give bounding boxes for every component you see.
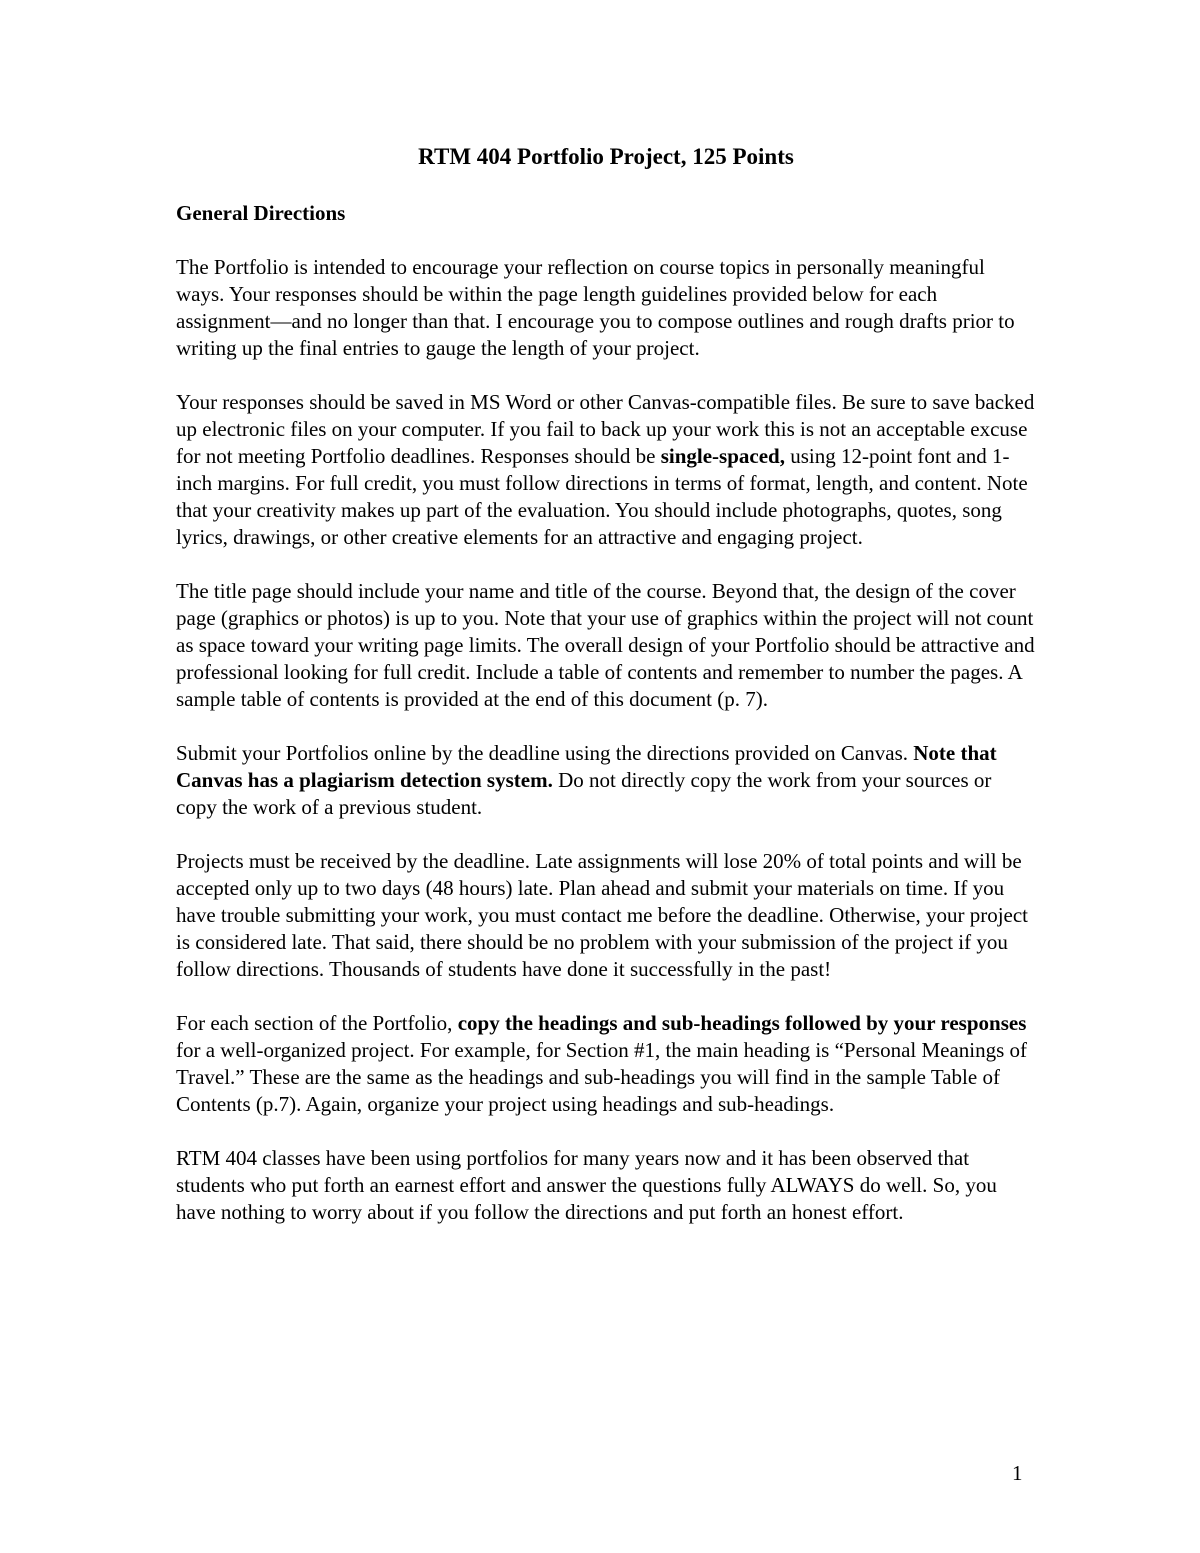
paragraph-file-format-text-c: using 12-point font and 1-inch margins. For full credit, you must follow directions in terms of format, length, and content. Note that your creativity makes up part of the evaluation. You should include photographs, quotes, song lyrics, drawings, or other creative elements for an attractive and engaging project. — [176, 444, 1028, 549]
paragraph-headings-text-c: for a well-organized project. For example, for Section #1, the main heading is “Personal Meanings of Travel.” These are the same as the headings and sub-headings you will find in the sample Table of Contents (p.7). Again, organize your project using headings and sub-headings. — [176, 1038, 1028, 1116]
paragraph-submission-text-c: Do not directly copy the work from your sources or copy the work of a previous student. — [176, 768, 992, 819]
paragraph-intro: The Portfolio is intended to encourage your reflection on course topics in personally meaningful ways. Your responses should be within the page length guidelines provided below for each assignment—and no longer than that. I encourage you to compose outlines and rough drafts prior to writing up the final entries to gauge the length of your project. — [176, 255, 1015, 360]
paragraph-title-page: The title page should include your name and title of the course. Beyond that, the design of the cover page (graphics or photos) is up to you. Note that your use of graphics within the project will not count as space toward your writing page limits. The overall design of your Portfolio should be attractive and professional looking for full credit. Include a table of contents and remember to number the pages. A sample table of contents is provided at the end of this document (p. 7). — [176, 579, 1035, 711]
paragraph-submission-bold: Note that Canvas has a plagiarism detection system. — [176, 741, 997, 792]
paragraph-submission — [176, 740, 1036, 821]
paragraph-submission-text-a: Submit your Portfolios online by the deadline using the directions provided on Canvas. — [176, 741, 914, 765]
document-title: RTM 404 Portfolio Project, 125 Points — [418, 144, 794, 169]
paragraph-file-format-text-a: Your responses should be saved in MS Word or other Canvas-compatible files. Be sure to save backed up electronic files on your computer. If you fail to back up your work this is not an acceptable excuse for not meeting Portfolio deadlines. Responses should be — [176, 390, 1035, 468]
paragraph-file-format-bold: single-spaced, — [660, 444, 785, 468]
paragraph-deadlines: Projects must be received by the deadline. Late assignments will lose 20% of total points and will be accepted only up to two days (48 hours) late. Plan ahead and submit your materials on time. If you have trouble submitting your work, you must contact me before the deadline. Otherwise, your project is considered late. That said, there should be no problem with your submission of the project if you follow directions. Thousands of students have done it successfully in the past! — [176, 849, 1029, 981]
document-body — [176, 142, 1036, 1253]
paragraph-file-format — [176, 389, 1036, 551]
paragraph-closing: RTM 404 classes have been using portfolios for many years now and it has been observed that students who put forth an earnest effort and answer the questions fully ALWAYS do well. So, you have nothing to worry about if you follow the directions and put forth an honest effort. — [176, 1146, 997, 1224]
paragraph-headings-bold: copy the headings and sub-headings followed by your responses — [457, 1011, 1027, 1035]
paragraph-headings-text-a: For each section of the Portfolio, — [176, 1011, 458, 1035]
paragraph-headings — [176, 1010, 1036, 1118]
section-heading-general-directions: General Directions — [176, 201, 346, 225]
page-number: 1 — [1012, 1461, 1023, 1485]
